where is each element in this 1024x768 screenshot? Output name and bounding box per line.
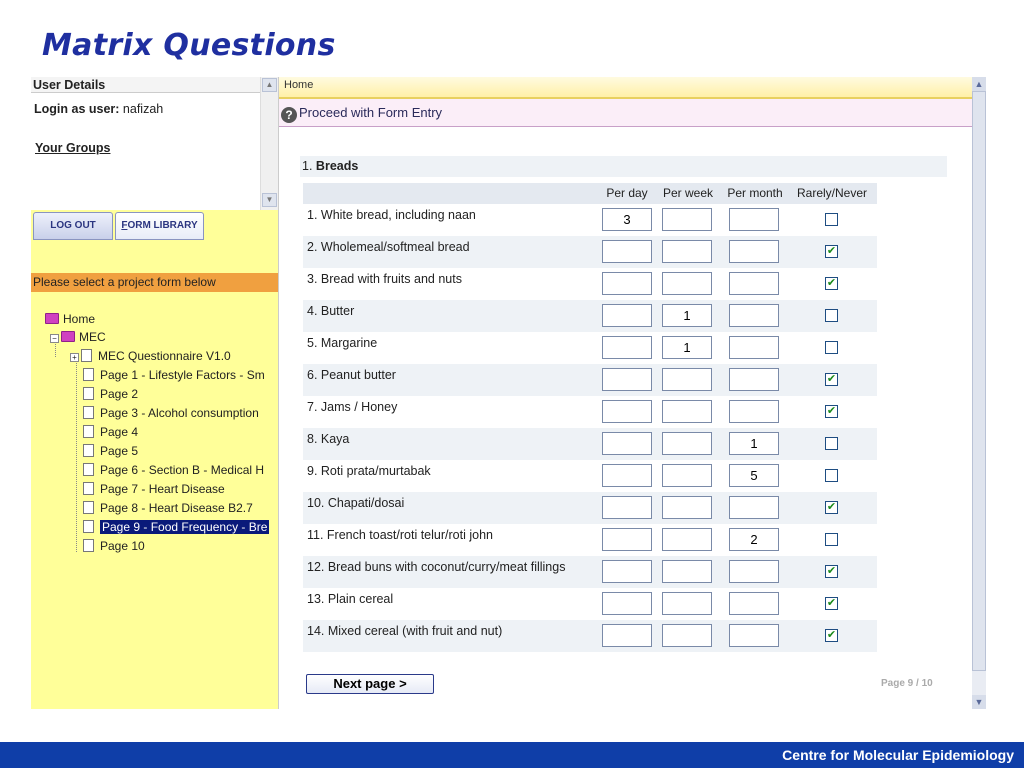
matrix-row — [303, 460, 877, 492]
page-icon — [83, 463, 94, 476]
per-day-input[interactable] — [602, 240, 652, 263]
project-prompt: Please select a project form below — [31, 273, 278, 292]
per-month-input[interactable] — [729, 208, 779, 231]
page-icon — [83, 425, 94, 438]
tree-page-label: Page 3 - Alcohol consumption — [100, 406, 259, 420]
per-day-input[interactable] — [602, 592, 652, 615]
tree-page-label: Page 10 — [100, 539, 145, 553]
matrix-row — [303, 236, 877, 268]
tree-page-label: Page 2 — [100, 387, 139, 401]
expand-icon[interactable]: + — [70, 353, 79, 362]
food-item-label: 11. French toast/roti telur/roti john — [307, 528, 493, 542]
food-item-label: 5. Margarine — [307, 336, 378, 350]
checkmark-icon: ✔ — [826, 373, 837, 385]
rarely-never-checkbox[interactable] — [825, 533, 838, 546]
per-day-input[interactable] — [602, 624, 652, 647]
help-icon[interactable]: ? — [281, 107, 297, 123]
matrix-row — [303, 332, 877, 364]
matrix-row — [303, 620, 877, 652]
scroll-up-icon[interactable]: ▲ — [262, 78, 277, 92]
per-month-input[interactable]: 5 — [729, 464, 779, 487]
rarely-never-checkbox[interactable] — [825, 373, 838, 386]
rarely-never-checkbox[interactable] — [825, 213, 838, 226]
tree-page-6[interactable] — [83, 461, 264, 479]
scroll-down-icon[interactable]: ▼ — [262, 193, 277, 207]
food-item-label: 4. Butter — [307, 304, 355, 318]
per-day-input[interactable] — [602, 400, 652, 423]
food-item-label: 12. Bread buns with coconut/curry/meat fillings — [307, 560, 566, 574]
checkmark-icon: ✔ — [826, 245, 837, 257]
matrix-row — [303, 364, 877, 396]
tree-page-2[interactable] — [83, 385, 138, 403]
tree-page-label: Page 7 - Heart Disease — [100, 482, 225, 496]
per-week-input[interactable] — [662, 208, 712, 231]
per-day-input[interactable]: 3 — [602, 208, 652, 231]
matrix-row — [303, 556, 877, 588]
tree-page-3[interactable] — [83, 404, 259, 422]
rarely-never-checkbox[interactable] — [825, 277, 838, 290]
folder-icon — [61, 331, 75, 342]
checkmark-icon: ✔ — [826, 629, 837, 641]
your-groups-link[interactable]: Your Groups — [35, 141, 111, 155]
page-icon — [83, 406, 94, 419]
food-item-label: 6. Peanut butter — [307, 368, 396, 382]
form-pane — [278, 77, 972, 709]
per-week-input[interactable] — [662, 432, 712, 455]
checkmark-icon: ✔ — [826, 501, 837, 513]
per-day-input[interactable] — [602, 496, 652, 519]
per-month-input[interactable] — [729, 304, 779, 327]
login-line — [34, 102, 163, 116]
checkmark-icon: ✔ — [826, 565, 837, 577]
matrix-row — [303, 588, 877, 620]
form-entry-title: Proceed with Form Entry — [299, 105, 443, 120]
page-icon — [83, 482, 94, 495]
collapse-icon[interactable]: − — [50, 334, 59, 343]
food-item-label: 3. Bread with fruits and nuts — [307, 272, 462, 286]
food-item-label: 7. Jams / Honey — [307, 400, 398, 414]
document-icon — [81, 349, 92, 362]
matrix-row — [303, 428, 877, 460]
food-item-label: 9. Roti prata/murtabak — [307, 464, 431, 478]
tree-guide — [76, 357, 77, 552]
slide-footer: Centre for Molecular Epidemiology — [0, 742, 1024, 768]
tree-node-label: Home — [63, 312, 96, 326]
rarely-never-checkbox[interactable] — [825, 597, 838, 610]
tree-page-5[interactable] — [83, 442, 138, 460]
tree-node-label: MEC Questionnaire V1.0 — [98, 349, 231, 363]
logout-button[interactable]: LOG OUT — [33, 212, 113, 240]
food-item-label: 14. Mixed cereal (with fruit and nut) — [307, 624, 503, 638]
rarely-never-checkbox[interactable] — [825, 437, 838, 450]
scroll-thumb[interactable] — [972, 91, 986, 671]
scroll-up-icon[interactable]: ▲ — [972, 77, 986, 91]
column-header-per-day: Per day — [598, 183, 656, 204]
per-day-input[interactable] — [602, 464, 652, 487]
user-details-header: User Details — [31, 77, 277, 93]
rarely-never-checkbox[interactable] — [825, 309, 838, 322]
left-pane — [31, 77, 278, 709]
per-week-input[interactable] — [662, 560, 712, 583]
tree-page-9-selected[interactable] — [83, 518, 269, 536]
per-month-input[interactable] — [729, 272, 779, 295]
matrix-row — [303, 300, 877, 332]
checkmark-icon: ✔ — [826, 597, 837, 609]
food-item-label: 13. Plain cereal — [307, 592, 394, 606]
per-week-input[interactable]: 1 — [662, 336, 712, 359]
food-item-label: 1. White bread, including naan — [307, 208, 476, 222]
form-library-button[interactable] — [115, 212, 204, 240]
page-icon — [83, 444, 94, 457]
rarely-never-checkbox[interactable] — [825, 501, 838, 514]
food-item-label: 2. Wholemeal/softmeal bread — [307, 240, 470, 254]
section-number: 1. — [302, 159, 313, 173]
per-day-input[interactable] — [602, 432, 652, 455]
tree-page-10[interactable] — [83, 537, 145, 555]
page-icon — [83, 501, 94, 514]
page-indicator: Page 9 / 10 — [881, 678, 933, 689]
form-entry-header — [279, 99, 973, 127]
per-week-input[interactable] — [662, 592, 712, 615]
tree-page-1[interactable] — [83, 366, 265, 384]
per-month-input[interactable]: 2 — [729, 528, 779, 551]
per-day-input[interactable] — [602, 560, 652, 583]
matrix-row — [303, 524, 877, 556]
per-day-input[interactable] — [602, 368, 652, 391]
column-header-rarely-never: Rarely/Never — [790, 183, 874, 204]
per-month-input[interactable]: 1 — [729, 432, 779, 455]
page-icon — [83, 539, 94, 552]
per-week-input[interactable] — [662, 528, 712, 551]
tree-node-label: MEC — [79, 330, 106, 344]
tree-page-4[interactable] — [83, 423, 138, 441]
column-header-per-week: Per week — [656, 183, 720, 204]
user-details-panel — [31, 77, 278, 210]
rarely-never-checkbox[interactable] — [825, 629, 838, 642]
per-month-input[interactable] — [729, 496, 779, 519]
login-label: Login as user: — [34, 102, 120, 116]
per-week-input[interactable]: 1 — [662, 304, 712, 327]
tree-page-label: Page 5 — [100, 444, 139, 458]
per-month-input[interactable] — [729, 592, 779, 615]
tree-page-label: Page 6 - Section B - Medical H — [100, 463, 265, 477]
per-month-input[interactable] — [729, 400, 779, 423]
tree-node-questionnaire[interactable] — [70, 347, 231, 365]
slide-title: Matrix Questions — [42, 28, 336, 63]
section-title: Breads — [315, 159, 359, 173]
per-day-input[interactable] — [602, 272, 652, 295]
per-week-input[interactable] — [662, 272, 712, 295]
user-panel-scrollbar[interactable] — [260, 77, 278, 210]
next-page-button[interactable]: Next page > — [306, 674, 434, 694]
per-month-input[interactable] — [729, 560, 779, 583]
checkmark-icon: ✔ — [826, 405, 837, 417]
per-week-input[interactable] — [662, 400, 712, 423]
grid-header-row — [303, 183, 877, 204]
tree-page-label: Page 8 - Heart Disease B2.7 — [100, 501, 253, 515]
per-day-input[interactable] — [602, 304, 652, 327]
matrix-row — [303, 396, 877, 428]
tree-page-7[interactable] — [83, 480, 225, 498]
per-month-input[interactable] — [729, 624, 779, 647]
rarely-never-checkbox[interactable] — [825, 245, 838, 258]
scroll-down-icon[interactable]: ▼ — [972, 695, 986, 709]
checkmark-icon: ✔ — [826, 277, 837, 289]
page-icon — [83, 387, 94, 400]
tree-node-home[interactable] — [45, 310, 95, 328]
per-day-input[interactable] — [602, 528, 652, 551]
form-library-label: ORM LIBRARY — [127, 220, 198, 231]
per-day-input[interactable] — [602, 336, 652, 359]
page-icon — [83, 368, 94, 381]
form-library-accesskey: F — [121, 220, 128, 231]
tree-page-8[interactable] — [83, 499, 253, 517]
tree-page-label: Page 4 — [100, 425, 139, 439]
form-scrollbar[interactable] — [972, 77, 986, 709]
rarely-never-checkbox[interactable] — [825, 405, 838, 418]
section-header — [300, 156, 947, 177]
rarely-never-checkbox[interactable] — [825, 341, 838, 354]
food-item-label: 10. Chapati/dosai — [307, 496, 405, 510]
tree-page-label: Page 9 - Food Frequency - Bre — [102, 520, 268, 534]
per-week-input[interactable] — [662, 624, 712, 647]
matrix-row — [303, 492, 877, 524]
per-week-input[interactable] — [662, 496, 712, 519]
food-item-label: 8. Kaya — [307, 432, 350, 446]
page-icon — [83, 520, 94, 533]
per-week-input[interactable] — [662, 368, 712, 391]
per-month-input[interactable] — [729, 368, 779, 391]
column-header-per-month: Per month — [720, 183, 790, 204]
per-week-input[interactable] — [662, 464, 712, 487]
tree-page-label: Page 1 - Lifestyle Factors - Sm — [100, 368, 265, 382]
tree-node-mec[interactable] — [50, 328, 106, 346]
folder-icon — [45, 313, 59, 324]
per-month-input[interactable] — [729, 240, 779, 263]
per-week-input[interactable] — [662, 240, 712, 263]
matrix-row — [303, 268, 877, 300]
rarely-never-checkbox[interactable] — [825, 565, 838, 578]
rarely-never-checkbox[interactable] — [825, 469, 838, 482]
username: nafizah — [122, 102, 164, 116]
per-month-input[interactable] — [729, 336, 779, 359]
breadcrumb[interactable]: Home — [279, 77, 973, 99]
matrix-row — [303, 204, 877, 236]
